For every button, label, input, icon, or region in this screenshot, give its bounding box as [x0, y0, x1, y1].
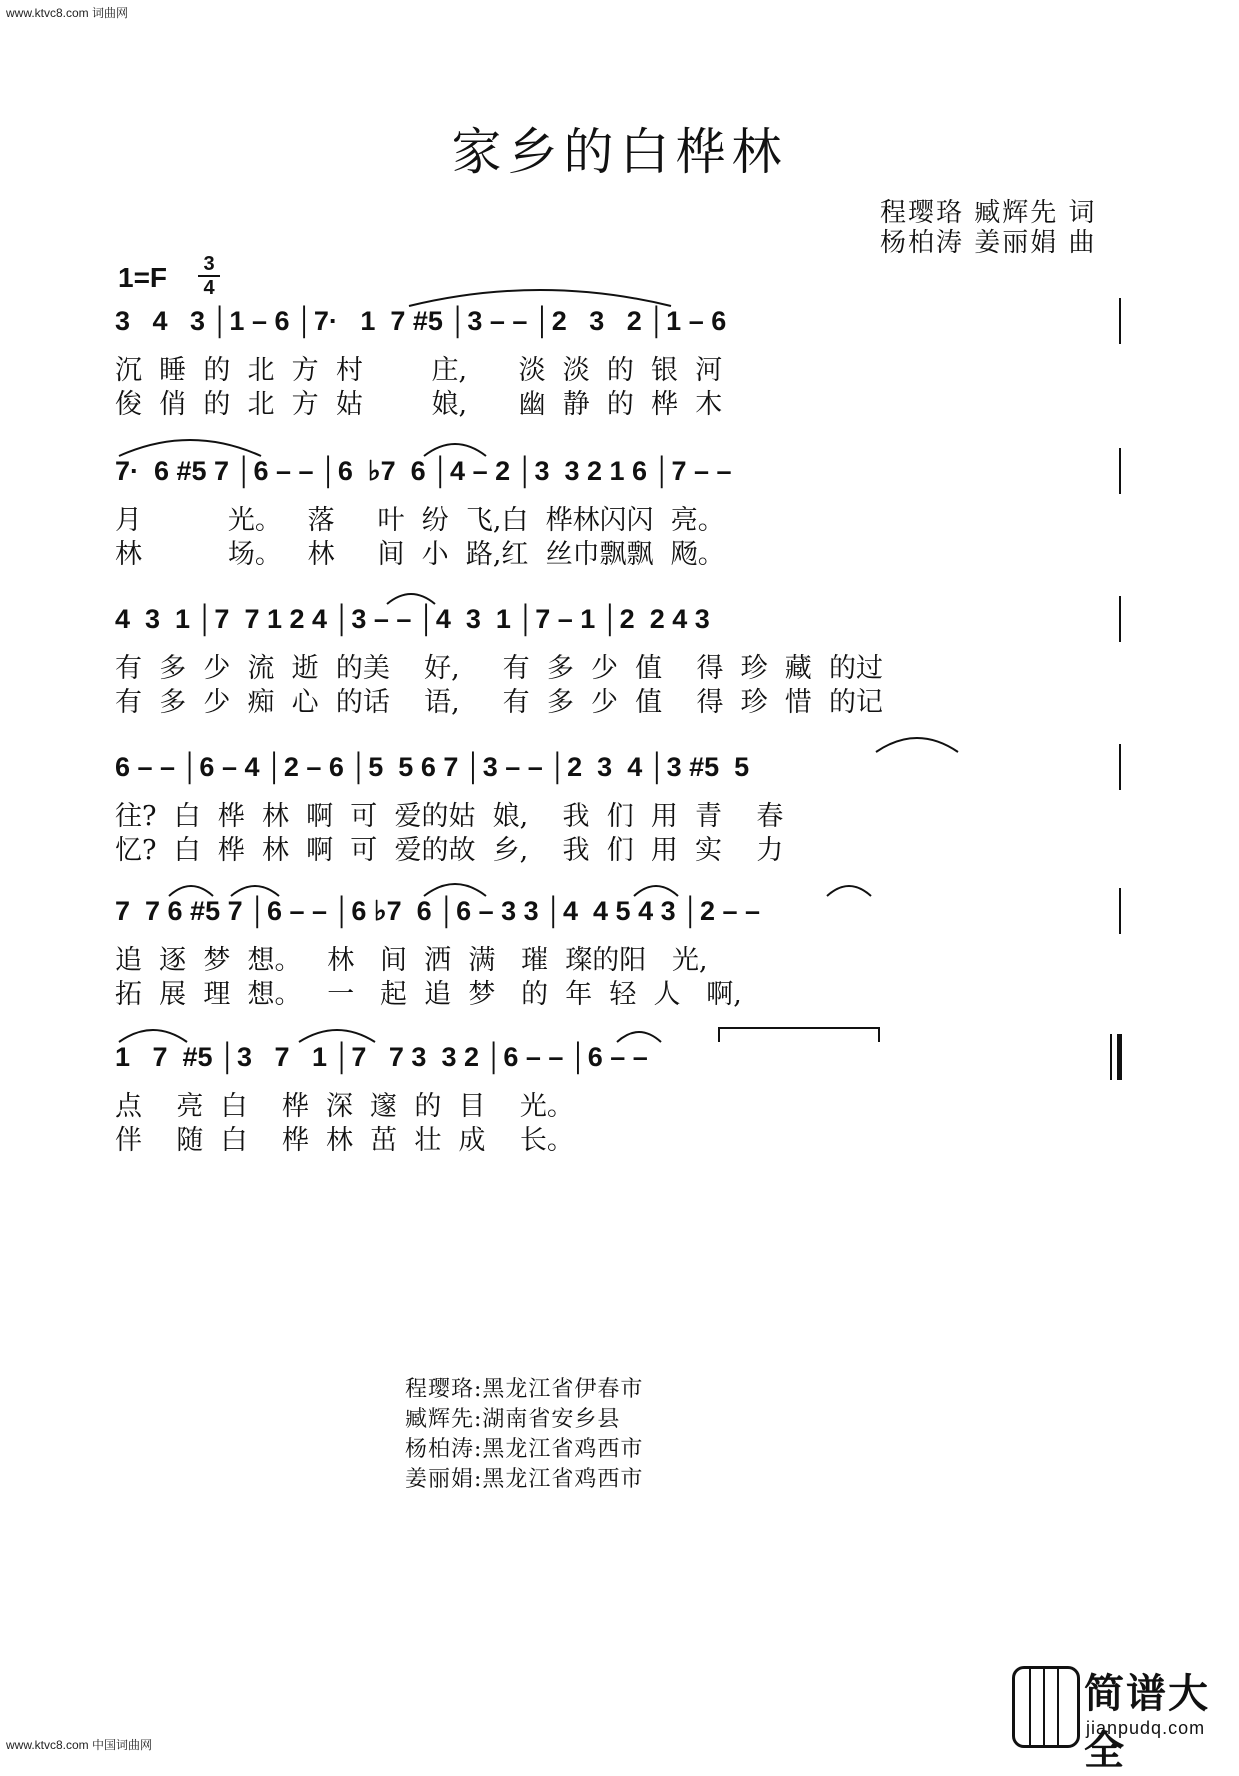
piano-icon [1012, 1666, 1080, 1748]
notes-line: 1 7 #5 │3 7 1 │7 7 3 3 2 │6 – – │6 – – [115, 1042, 648, 1072]
slur-mark [872, 732, 962, 754]
lyrics-verse-2: 拓 展 理 想。 一 起 追 梦 的 年 轻 人 啊, [115, 979, 742, 1010]
time-sig-top: 3 [203, 253, 215, 275]
logo-url: jianpudq.com [1086, 1718, 1206, 1738]
piano-key [1029, 1669, 1031, 1745]
footer-line: 程璎珞:黑龙江省伊春市 [405, 1377, 644, 1402]
final-bar-thin [1110, 1034, 1112, 1080]
lyricist-credit: 程璎珞 臧辉先 词 [880, 198, 1097, 228]
key-signature: 1=F [118, 262, 168, 293]
piano-key [1043, 1669, 1045, 1745]
lyrics-verse-1: 有 多 少 流 逝 的美 好, 有 多 少 值 得 珍 藏 的过 [115, 653, 883, 684]
lyrics-verse-2: 伴 随 白 桦 林 茁 壮 成 长。 [115, 1125, 574, 1156]
footer-line: 杨柏涛:黑龙江省鸡西市 [405, 1437, 644, 1462]
slur-mark [405, 284, 675, 308]
bar-line [1119, 448, 1121, 494]
bar-line [1119, 888, 1121, 934]
notes-line: 6 – – │6 – 4 │2 – 6 │5 5 6 7 │3 – – │2 3 4 │3 #5 5 [115, 752, 750, 782]
watermark-bottom: www.ktvc8.com 中国词曲网 [6, 1738, 153, 1752]
watermark-top: www.ktvc8.com 词曲网 [6, 6, 129, 20]
bar-line [1119, 596, 1121, 642]
bar-line [1119, 744, 1121, 790]
notes-line: 7 7 6 #5 7 │6 – – │6 ♭7 6 │6 – 3 3 │4 4 5 4 3 │2 – – [115, 896, 761, 926]
lyrics-verse-2: 忆? 白 桦 林 啊 可 爱的故 乡, 我 们 用 实 力 [115, 835, 784, 866]
slur-mark [295, 1024, 379, 1044]
slur-mark [115, 434, 265, 458]
lyrics-verse-1: 追 逐 梦 想。 林 间 洒 满 璀 璨的阳 光, [115, 945, 708, 976]
slur-mark [420, 878, 490, 898]
lyrics-verse-1: 沉 睡 的 北 方 村 庄, 淡 淡 的 银 河 [115, 355, 723, 386]
lyrics-verse-1: 往? 白 桦 林 啊 可 爱的姑 娘, 我 们 用 青 春 [115, 801, 784, 832]
bar-line [1119, 298, 1121, 344]
piano-key [1057, 1669, 1059, 1745]
composer-credit: 杨柏涛 姜丽娟 曲 [880, 228, 1097, 258]
notes-line: 3 4 3 │1 – 6 │7· 1 7 #5 │3 – – │2 3 2 │1 – 6 [115, 306, 727, 336]
lyrics-verse-2: 俊 俏 的 北 方 姑 娘, 幽 静 的 桦 木 [115, 389, 723, 420]
lyrics-verse-1: 月 光。 落 叶 纷 飞,白 桦林闪闪 亮。 [115, 505, 725, 536]
slur-mark [115, 1024, 191, 1044]
notes-line: 4 3 1 │7 7 1 2 4 │3 – – │4 3 1 │7 – 1 │2 2 4 3 [115, 604, 710, 634]
slur-mark [420, 438, 490, 458]
time-sig-bottom: 4 [203, 277, 215, 299]
lyrics-verse-2: 林 场。 林 间 小 路,红 丝巾飘飘 飏。 [115, 539, 725, 570]
site-logo [1012, 1660, 1232, 1774]
lyrics-verse-2: 有 多 少 痴 心 的话 语, 有 多 少 值 得 珍 惜 的记 [115, 687, 883, 718]
final-bar-thick [1117, 1034, 1122, 1080]
lyrics-verse-1: 点 亮 白 桦 深 邃 的 目 光。 [115, 1091, 574, 1122]
logo-title: 简谱大全 [1084, 1671, 1210, 1774]
footer-line: 姜丽娟:黑龙江省鸡西市 [405, 1467, 644, 1492]
song-title: 家乡的白桦林 [451, 123, 788, 181]
notes-line: 7· 6 #5 7 │6 – – │6 ♭7 6 │4 – 2 │3 3 2 1 6 │7 – – [115, 456, 732, 486]
footer-line: 臧辉先:湖南省安乡县 [405, 1407, 621, 1432]
time-signature [198, 254, 220, 298]
